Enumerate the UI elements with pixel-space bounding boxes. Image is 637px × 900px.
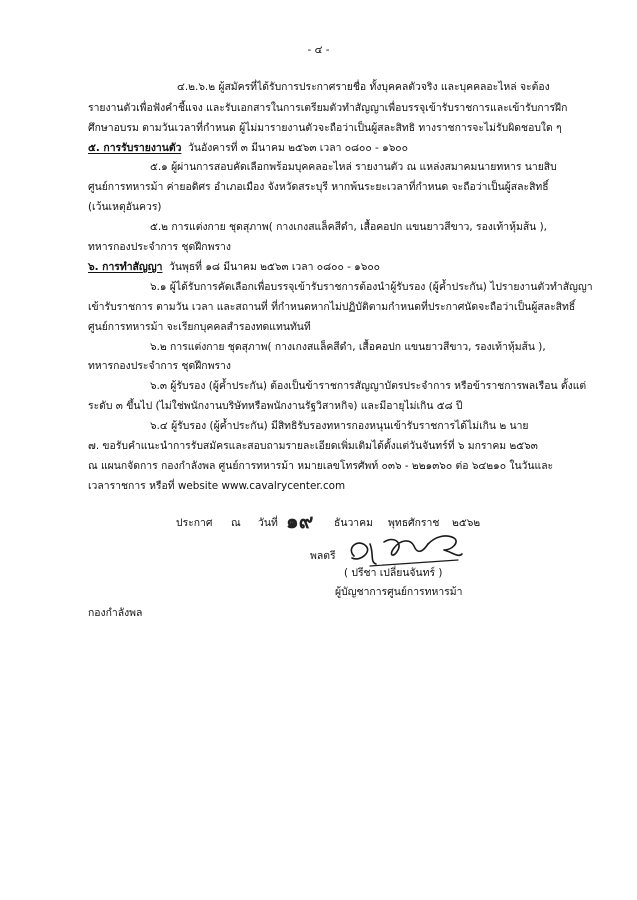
section-5-heading: ๕. การรับรายงานตัว <box>88 142 182 154</box>
item-5-1-line-1: ๕.๑ ผู้ผ่านการสอบคัดเลือกพร้อมบุคคลอะไหล่ รายงานตัว ณ แหล่งสมาคมนายทหาร นายสิบ <box>150 161 557 173</box>
signature-name: ( ปรีชา เปลี่ยนจันทร์ ) <box>344 567 443 579</box>
section-6-line <box>88 260 380 274</box>
section-7-line-3: เวลาราชการ หรือที่ website www.cavalrycenter.com <box>88 480 346 492</box>
announcement-month: ธันวาคม <box>334 517 373 529</box>
item-5-1-line-2: ศูนย์การทหารม้า ค่ายอดิศร อำเภอเมือง จังหวัดสระบุรี หากพ้นระยะเวลาที่กำหนด จะถือว่าเป็นผู้สละสิทธิ์ <box>88 181 549 193</box>
paragraph-4-2-6-2-line-3: ศึกษาอบรม ตามวันเวลาที่กำหนด ผู้ไม่มารายงานตัวจะถือว่าเป็นผู้สละสิทธิ ทางราชการจะไม่รับผิดชอบใด ๆ <box>88 122 562 134</box>
page-number: - ๔ - <box>307 44 330 56</box>
paragraph-4-2-6-2-line-1: ๔.๒.๖.๒ ผู้สมัครที่ได้รับการประกาศรายชื่อ ทั้งบุคคลตัวจริง และบุคคลอะไหล่ จะต้อง <box>177 81 550 93</box>
item-6-1-line-3: ศูนย์การทหารม้า จะเรียกบุคคลสำรองทดแทนทันที <box>88 321 311 333</box>
footer-department: กองกำลังพล <box>88 607 143 619</box>
item-6-3-line-1: ๖.๓ ผู้รับรอง (ผู้ค้ำประกัน) ต้องเป็นข้าราชการสัญญาบัตรประจำการ หรือข้าราชการพลเรือน ตั้งแต่ <box>150 380 587 392</box>
section-7-line-1: ๗. ขอรับคำแนะนำการรับสมัครและสอบถามรายละเอียดเพิ่มเติมได้ตั้งแต่วันจันทร์ที่ ๖ มกราคม ๒๕๖๓ <box>88 440 538 452</box>
announcement-year-label: พุทธศักราช <box>388 517 440 529</box>
item-6-1-line-1: ๖.๑ ผู้ได้รับการคัดเลือกเพื่อบรรจุเข้ารับราชการต้องนำผู้รับรอง (ผู้ค้ำประกัน) ไปรายงานตัวทำสัญญา <box>150 281 593 293</box>
announcement-label: ประกาศ <box>176 517 213 529</box>
announcement-year: ๒๕๖๒ <box>452 517 481 529</box>
item-5-1-line-3: (เว้นเหตุอันควร) <box>88 201 162 213</box>
section-5-line <box>88 141 408 155</box>
item-6-4-line: ๖.๔ ผู้รับรอง (ผู้ค้ำประกัน) มีสิทธิรับรองทหารกองหนุนเข้ารับราชการได้ไม่เกิน ๒ นาย <box>150 420 529 432</box>
item-6-2-line-1: ๖.๒ การแต่งกาย ชุดสุภาพ( กางเกงสแล็คสีดำ, เสื้อคอปก แขนยาวสีขาว, รองเท้าหุ้มส้น ), <box>150 341 546 353</box>
announcement-at: ณ <box>231 517 241 529</box>
paragraph-4-2-6-2-line-2: รายงานตัวเพื่อฟังคำชี้แจง และรับเอกสารในการเตรียมตัวทำสัญญาเพื่อบรรจุเข้ารับราชการและเข้ารับการฝึก <box>88 102 568 114</box>
item-5-2-line-1: ๕.๒ การแต่งกาย ชุดสุภาพ( กางเกงสแล็คสีดำ, เสื้อคอปก แขนยาวสีขาว, รองเท้าหุ้มส้น ), <box>150 221 547 233</box>
section-5-date: วันอังคารที่ ๓ มีนาคม ๒๕๖๓ เวลา ๐๘๐๐ - ๑๖๐๐ <box>188 142 408 154</box>
item-5-2-line-2: ทหารกองประจำการ ชุดฝึกพราง <box>88 241 231 253</box>
item-6-3-line-2: ระดับ ๓ ขึ้นไป (ไม่ใช่พนักงานบริษัทหรือพนักงานรัฐวิสาหกิจ) และมีอายุไม่เกิน ๕๘ ปี <box>88 400 463 412</box>
announcement-day-handwritten: ๑๙ <box>286 509 314 533</box>
section-6-heading: ๖. การทำสัญญา <box>88 261 163 273</box>
announcement-day-label: วันที่ <box>258 517 278 529</box>
section-7-line-2: ณ แผนกจัดการ กองกำลังพล ศูนย์การทหารม้า หมายเลขโทรศัพท์ ๐๓๖ - ๒๒๑๓๖๐ ต่อ ๖๔๒๑๐ ในวันและ <box>88 460 554 472</box>
item-6-2-line-2: ทหารกองประจำการ ชุดฝึกพราง <box>88 360 231 372</box>
signature-rank: พลตรี <box>310 550 336 562</box>
item-6-1-line-2: เข้ารับราชการ ตามวัน เวลา และสถานที่ ที่กำหนดหากไม่ปฏิบัติตามกำหนดที่ประกาศนัดจะถือว่าเป็นผู้สละสิทธิ์ <box>88 301 576 313</box>
signature-position: ผู้บัญชาการศูนย์การทหารม้า <box>335 586 463 598</box>
section-6-date: วันพุธที่ ๑๘ มีนาคม ๒๕๖๓ เวลา ๐๘๐๐ - ๑๖๐๐ <box>169 261 381 273</box>
